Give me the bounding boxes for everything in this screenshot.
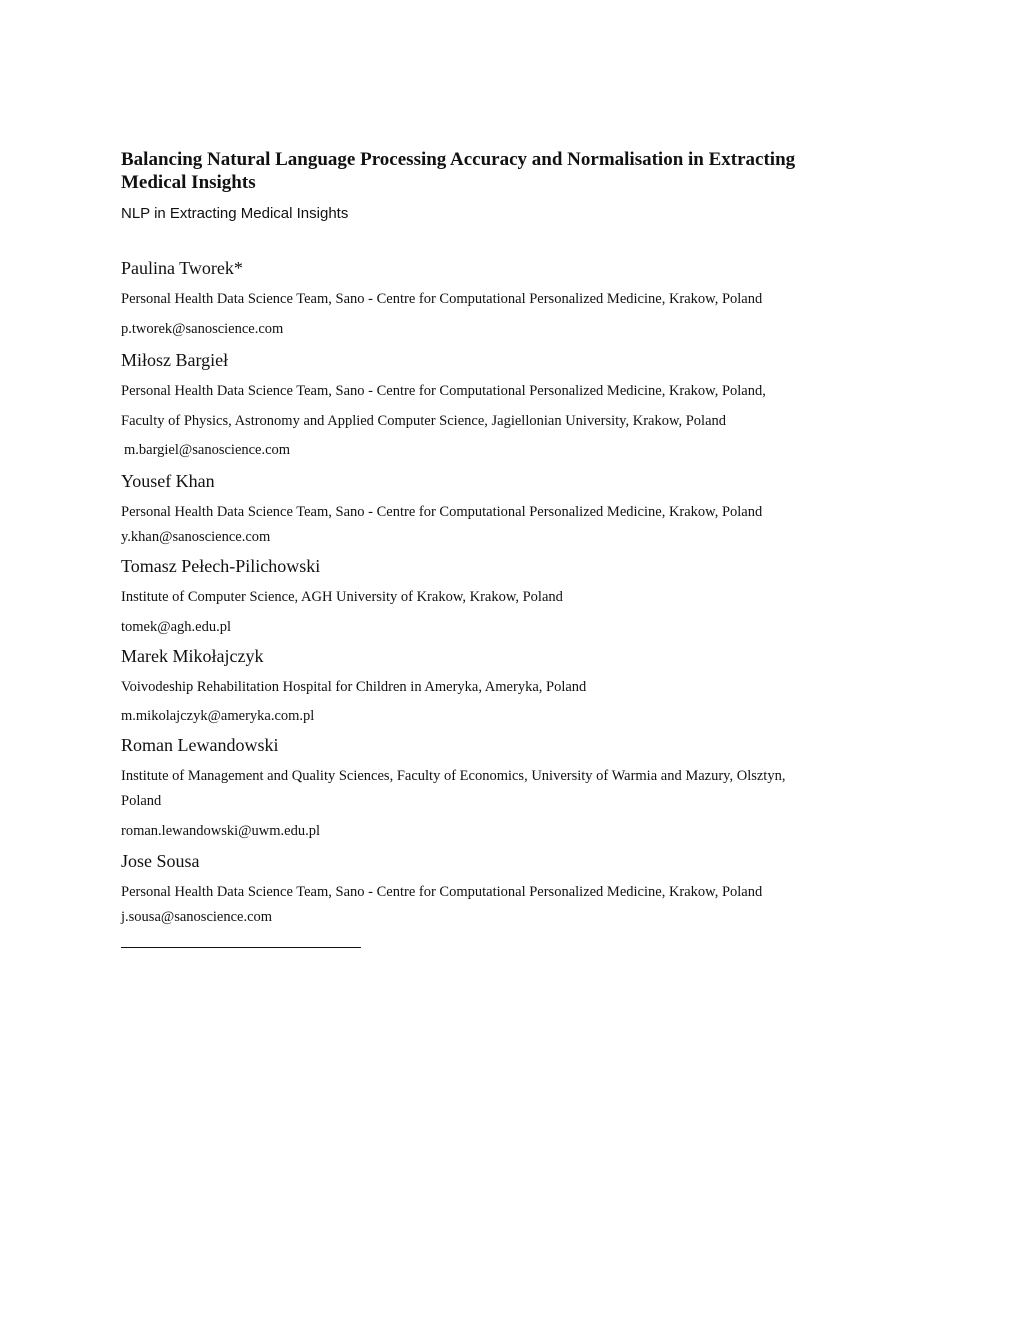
footnote-separator-line [121, 947, 361, 948]
author-email: roman.lewandowski@uwm.edu.pl [121, 823, 320, 839]
author-email: m.bargiel@sanoscience.com [124, 442, 291, 458]
author-email: y.khan@sanoscience.com [121, 529, 271, 545]
author-email: m.mikolajczyk@ameryka.com.pl [121, 708, 315, 724]
author-affiliation: Institute of Computer Science, AGH University of Krakow, Krakow, Poland [121, 589, 563, 605]
author-name: Marek Mikołajczyk [121, 646, 264, 666]
author-affiliation: Voivodeship Rehabilitation Hospital for Children in Ameryka, Ameryka, Poland [121, 679, 587, 695]
author-affiliation: Personal Health Data Science Team, Sano - Centre for Computational Personalized Medicine, Krakow, Poland [121, 884, 763, 900]
author-affiliation: Personal Health Data Science Team, Sano - Centre for Computational Personalized Medicine, Krakow, Poland [121, 504, 763, 520]
author-name: Jose Sousa [121, 851, 200, 871]
author-affiliation: Poland [121, 793, 162, 809]
author-name: Roman Lewandowski [121, 735, 279, 755]
author-email: p.tworek@sanoscience.com [121, 321, 284, 337]
running-title: NLP in Extracting Medical Insights [121, 205, 349, 222]
paper-title [121, 148, 881, 194]
author-affiliation: Personal Health Data Science Team, Sano - Centre for Computational Personalized Medicine, Krakow, Poland [121, 291, 763, 307]
author-affiliation: Institute of Management and Quality Sciences, Faculty of Economics, University of Warmia and Mazury, Olsztyn, [121, 768, 786, 784]
author-name: Miłosz Bargieł [121, 350, 229, 370]
author-name: Paulina Tworek* [121, 258, 243, 278]
author-name: Tomasz Pełech-Pilichowski [121, 556, 321, 576]
author-name: Yousef Khan [121, 471, 215, 491]
author-email: tomek@agh.edu.pl [121, 619, 231, 635]
paper-title-line-1: Balancing Natural Language Processing Accuracy and Normalisation in Extracting [121, 149, 796, 170]
paper-title-line-2: Medical Insights [121, 172, 256, 193]
author-affiliation: Faculty of Physics, Astronomy and Applied Computer Science, Jagiellonian University, Krakow, Poland [121, 413, 727, 429]
author-affiliation: Personal Health Data Science Team, Sano - Centre for Computational Personalized Medicine, Krakow, Poland, [121, 383, 766, 399]
author-email: j.sousa@sanoscience.com [121, 909, 273, 925]
